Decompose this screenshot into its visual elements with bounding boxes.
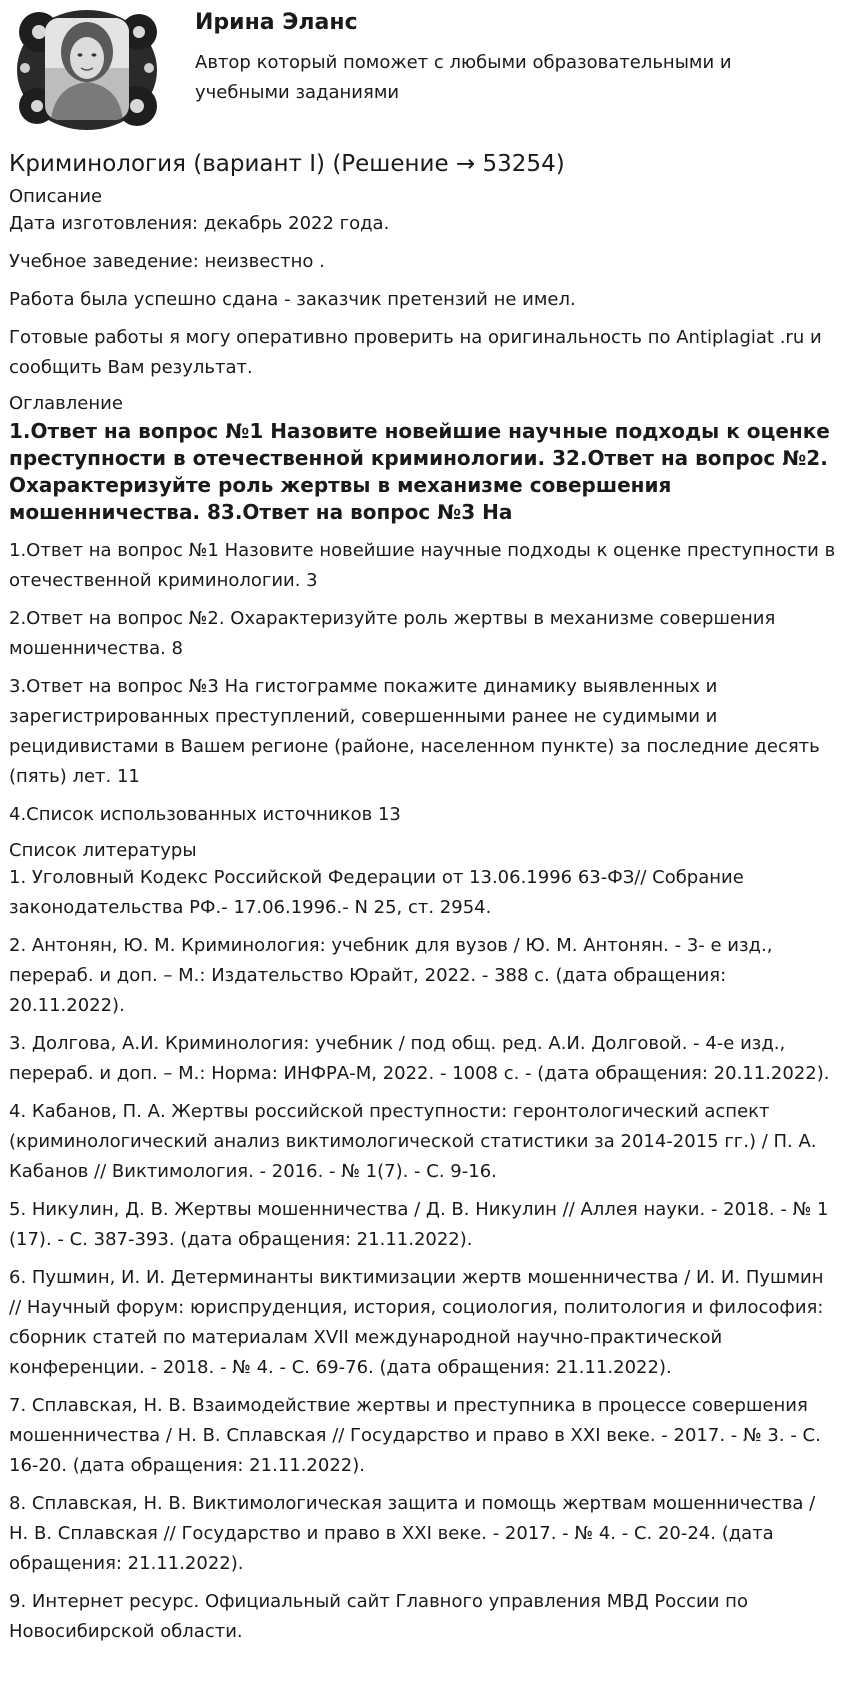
literature-item: 8. Сплавская, Н. В. Виктимологическая защита и помощь жертвам мошенничества / Н. В. Сплавская // Государство и право в XXI веке. - 2017. - № 4. - С. 20-24. (дата обращения: 21.11.2022). xyxy=(9,1493,816,1574)
literature-item: 1. Уголовный Кодекс Российской Федерации от 13.06.1996 63-ФЗ// Собрание законодательства РФ.- 17.06.1996.- N 25, ст. 2954. xyxy=(9,867,744,918)
document-title: Криминология (вариант I) (Решение → 53254) xyxy=(9,151,565,177)
toc-item: 3.Ответ на вопрос №3 На гистограмме покажите динамику выявленных и зарегистрированных преступлений, совершенными ранее не судимыми и рецидивистами в Вашем регионе (районе, населенном пункте) за последние десять (пять) лет. 11 xyxy=(9,676,820,787)
author-name: Ирина Эланс xyxy=(195,10,358,35)
description-section xyxy=(9,184,838,383)
toc-item: 2.Ответ на вопрос №2. Охарактеризуйте роль жертвы в механизме совершения мошенничества. 8 xyxy=(9,608,776,659)
literature-item: 7. Сплавская, Н. В. Взаимодействие жертвы и преступника в процессе совершения мошенничества / Н. В. Сплавская // Государство и право в XXI веке. - 2017. - № 3. - С. 16-20. (дата обращения: 21.11.2022). xyxy=(9,1395,821,1476)
literature-item: 2. Антонян, Ю. М. Криминология: учебник для вузов / Ю. М. Антонян. - 3- е изд., перераб. и доп. – М.: Издательство Юрайт, 2022. - 388 с. (дата обращения: 20.11.2022). xyxy=(9,935,773,1016)
literature-item: 9. Интернет ресурс. Официальный сайт Главного управления МВД России по Новосибирской области. xyxy=(9,1591,748,1642)
toc-label: Оглавление xyxy=(9,393,123,414)
author-block xyxy=(9,0,838,140)
author-avatar xyxy=(15,6,159,133)
literature-item: 4. Кабанов, П. А. Жертвы российской преступности: геронтологический аспект (криминологический анализ виктимологической статистики за 2014-2015 гг.) / П. А. Кабанов // Виктимология. - 2016. - № 1(7). - С. 9-16. xyxy=(9,1101,817,1182)
literature-label: Список литературы xyxy=(9,840,197,861)
author-description: Автор который поможет с любыми образовательными и учебными заданиями xyxy=(195,52,732,103)
description-paragraph: Учебное заведение: неизвестно . xyxy=(9,251,325,272)
description-label: Описание xyxy=(9,186,103,207)
toc-section xyxy=(9,391,838,830)
literature-section xyxy=(9,838,838,1647)
description-paragraph: Готовые работы я могу оперативно проверить на оригинальность по Antiplagiat .ru и сообщить Вам результат. xyxy=(9,327,822,378)
literature-item: 6. Пушмин, И. И. Детерминанты виктимизации жертв мошенничества / И. И. Пушмин // Научный форум: юриспруденция, история, социология, политология и философия: сборник статей по материалам XVII международной научно-практической конференции. - 2018. - № 4. - С. 69-76. (дата обращения: 21.11.2022). xyxy=(9,1267,824,1378)
toc-item: 4.Список использованных источников 13 xyxy=(9,804,401,825)
literature-item: 3. Долгова, А.И. Криминология: учебник / под общ. ред. А.И. Долговой. - 4-е изд., перераб. и доп. – М.: Норма: ИНФРА-М, 2022. - 1008 с. - (дата обращения: 20.11.2022). xyxy=(9,1033,830,1084)
literature-item: 5. Никулин, Д. В. Жертвы мошенничества / Д. В. Никулин // Аллея науки. - 2018. - № 1 (17). - С. 387-393. (дата обращения: 21.11.2022). xyxy=(9,1199,829,1250)
toc-summary: 1.Ответ на вопрос №1 Назовите новейшие научные подходы к оценке преступности в отечественной криминологии. 32.Ответ на вопрос №2. Охарактеризуйте роль жертвы в механизме совершения мошенничества. 83.Ответ на вопрос №3 На xyxy=(9,419,830,524)
description-paragraph: Дата изготовления: декабрь 2022 года. xyxy=(9,213,390,234)
toc-item: 1.Ответ на вопрос №1 Назовите новейшие научные подходы к оценке преступности в отечественной криминологии. 3 xyxy=(9,540,836,591)
description-paragraph: Работа была успешно сдана - заказчик претензий не имел. xyxy=(9,289,576,310)
